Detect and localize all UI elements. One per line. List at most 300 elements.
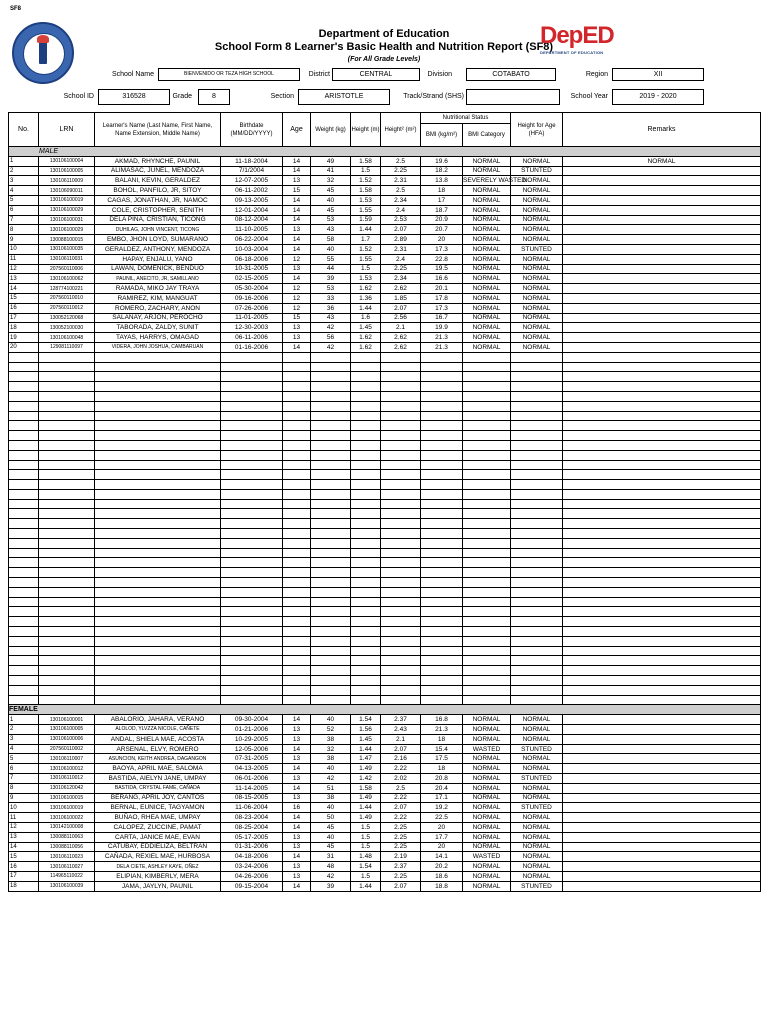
section-field[interactable]: ARISTOTLE <box>298 89 390 105</box>
row-height: 1.55 <box>351 254 381 264</box>
row-height: 1.6 <box>351 313 381 323</box>
row-no: 4 <box>9 744 39 754</box>
row-height: 1.36 <box>351 293 381 303</box>
row-weight: 48 <box>311 862 351 872</box>
row-bmi-category: NORMAL <box>463 205 511 215</box>
header-no: No. <box>9 113 39 147</box>
empty-row <box>9 627 761 637</box>
row-birthdate: 05-30-2004 <box>221 284 283 294</box>
row-no: 13 <box>9 274 39 284</box>
row-name: BUÑAO, RHEA MAE, UMPAY <box>95 813 221 823</box>
row-hfa: NORMAL <box>511 254 563 264</box>
empty-cell <box>421 421 463 431</box>
row-height: 1.58 <box>351 783 381 793</box>
row-weight: 40 <box>311 195 351 205</box>
row-no: 11 <box>9 813 39 823</box>
row-height-squared: 2.31 <box>381 176 421 186</box>
empty-cell <box>563 480 761 490</box>
empty-cell <box>463 587 511 597</box>
empty-cell <box>9 362 39 372</box>
row-age: 13 <box>283 725 311 735</box>
row-bmi-category: NORMAL <box>463 264 511 274</box>
empty-cell <box>511 538 563 548</box>
empty-cell <box>95 411 221 421</box>
empty-cell <box>351 460 381 470</box>
empty-row <box>9 666 761 676</box>
empty-cell <box>311 636 351 646</box>
empty-row <box>9 587 761 597</box>
empty-cell <box>563 627 761 637</box>
row-birthdate: 7/1/2004 <box>221 166 283 176</box>
row-bmi: 20.7 <box>421 225 463 235</box>
header-lrn: LRN <box>39 113 95 147</box>
row-birthdate: 06-22-2004 <box>221 235 283 245</box>
row-bmi-category: NORMAL <box>463 166 511 176</box>
row-age: 13 <box>283 225 311 235</box>
empty-cell <box>351 548 381 558</box>
row-height-squared: 2.25 <box>381 832 421 842</box>
empty-cell <box>563 538 761 548</box>
empty-cell <box>283 382 311 392</box>
row-lrn: 130106100019 <box>39 803 95 813</box>
empty-cell <box>463 401 511 411</box>
row-remarks <box>563 303 761 313</box>
division-field[interactable]: COTABATO <box>466 68 556 81</box>
table-row <box>9 313 761 323</box>
empty-cell <box>463 431 511 441</box>
empty-cell <box>9 627 39 637</box>
empty-cell <box>511 685 563 695</box>
row-age: 14 <box>283 244 311 254</box>
table-row <box>9 852 761 862</box>
row-no: 8 <box>9 225 39 235</box>
row-no: 2 <box>9 725 39 735</box>
track-label: Track/Strand (SHS) <box>403 93 464 100</box>
row-age: 13 <box>283 871 311 881</box>
school-year-field[interactable]: 2019 - 2020 <box>612 89 704 105</box>
row-lrn: 130106100029 <box>39 225 95 235</box>
row-hfa: NORMAL <box>511 764 563 774</box>
empty-cell <box>381 470 421 480</box>
empty-cell <box>9 636 39 646</box>
empty-cell <box>511 587 563 597</box>
header-bmi: BMI (kg/m²) <box>421 124 463 147</box>
row-bmi-category: NORMAL <box>463 813 511 823</box>
empty-cell <box>463 480 511 490</box>
row-no: 15 <box>9 293 39 303</box>
row-weight: 40 <box>311 715 351 725</box>
row-bmi: 18.2 <box>421 166 463 176</box>
empty-cell <box>311 450 351 460</box>
row-remarks <box>563 744 761 754</box>
row-weight: 40 <box>311 803 351 813</box>
row-height-squared: 2.34 <box>381 195 421 205</box>
empty-cell <box>421 597 463 607</box>
empty-cell <box>381 489 421 499</box>
row-hfa: NORMAL <box>511 225 563 235</box>
row-no: 5 <box>9 754 39 764</box>
empty-cell <box>95 548 221 558</box>
row-bmi-category: NORMAL <box>463 215 511 225</box>
row-lrn: 207560110006 <box>39 264 95 274</box>
empty-cell <box>463 470 511 480</box>
empty-cell <box>39 617 95 627</box>
row-bmi-category: NORMAL <box>463 195 511 205</box>
row-height: 1.5 <box>351 842 381 852</box>
row-no: 3 <box>9 176 39 186</box>
row-bmi: 20.8 <box>421 774 463 784</box>
empty-cell <box>351 401 381 411</box>
empty-cell <box>221 489 283 499</box>
empty-cell <box>39 411 95 421</box>
row-weight: 56 <box>311 333 351 343</box>
empty-cell <box>463 529 511 539</box>
row-no: 3 <box>9 734 39 744</box>
empty-cell <box>511 695 563 705</box>
row-weight: 42 <box>311 323 351 333</box>
row-lrn: 128774100221 <box>39 284 95 294</box>
row-bmi-category: NORMAL <box>463 323 511 333</box>
empty-cell <box>511 440 563 450</box>
empty-cell <box>95 391 221 401</box>
row-height: 1.62 <box>351 284 381 294</box>
empty-row <box>9 656 761 666</box>
empty-cell <box>563 509 761 519</box>
empty-row <box>9 685 761 695</box>
empty-cell <box>351 607 381 617</box>
empty-row <box>9 538 761 548</box>
row-weight: 39 <box>311 881 351 891</box>
empty-cell <box>39 440 95 450</box>
empty-cell <box>95 362 221 372</box>
row-age: 14 <box>283 195 311 205</box>
empty-cell <box>39 597 95 607</box>
empty-cell <box>511 558 563 568</box>
empty-cell <box>221 431 283 441</box>
row-height: 1.44 <box>351 803 381 813</box>
form-subtitle: (For All Grade Levels) <box>347 56 421 63</box>
empty-cell <box>283 636 311 646</box>
empty-cell <box>283 646 311 656</box>
row-birthdate: 10-31-2005 <box>221 264 283 274</box>
row-lrn: 130106100031 <box>39 215 95 225</box>
empty-cell <box>311 695 351 705</box>
empty-cell <box>39 489 95 499</box>
row-weight: 32 <box>311 176 351 186</box>
table-row <box>9 225 761 235</box>
empty-cell <box>463 372 511 382</box>
row-age: 15 <box>283 186 311 196</box>
empty-cell <box>421 480 463 490</box>
empty-cell <box>463 489 511 499</box>
row-age: 14 <box>283 156 311 166</box>
female-section-label: FEMALE <box>9 705 761 715</box>
table-row <box>9 176 761 186</box>
row-bmi: 20 <box>421 842 463 852</box>
row-no: 19 <box>9 333 39 343</box>
row-no: 10 <box>9 244 39 254</box>
empty-cell <box>283 391 311 401</box>
row-bmi: 16.8 <box>421 715 463 725</box>
row-birthdate: 08-15-2005 <box>221 793 283 803</box>
empty-cell <box>563 421 761 431</box>
row-age: 14 <box>283 715 311 725</box>
empty-cell <box>39 450 95 460</box>
table-row <box>9 832 761 842</box>
row-name: EMBO, JHON LOYD, SUMARANO <box>95 235 221 245</box>
empty-cell <box>463 519 511 529</box>
row-no: 10 <box>9 803 39 813</box>
empty-cell <box>39 568 95 578</box>
row-no: 16 <box>9 862 39 872</box>
empty-cell <box>311 538 351 548</box>
row-age: 12 <box>283 254 311 264</box>
row-height-squared: 2.07 <box>381 303 421 313</box>
deped-logo: DepED DEPARTMENT OF EDUCATION <box>540 22 614 55</box>
row-bmi-category: NORMAL <box>463 274 511 284</box>
row-bmi: 14.1 <box>421 852 463 862</box>
grade-field[interactable]: 8 <box>198 89 230 105</box>
row-hfa: NORMAL <box>511 822 563 832</box>
row-weight: 33 <box>311 293 351 303</box>
row-birthdate: 12-01-2004 <box>221 205 283 215</box>
empty-cell <box>421 578 463 588</box>
row-birthdate: 08-23-2004 <box>221 813 283 823</box>
empty-cell <box>381 382 421 392</box>
empty-cell <box>311 470 351 480</box>
row-bmi-category: NORMAL <box>463 822 511 832</box>
empty-cell <box>563 597 761 607</box>
empty-cell <box>563 362 761 372</box>
district-label: District <box>308 71 330 78</box>
table-row <box>9 254 761 264</box>
empty-cell <box>511 499 563 509</box>
table-row <box>9 734 761 744</box>
empty-cell <box>351 431 381 441</box>
empty-cell <box>9 460 39 470</box>
header-height: Height (m) <box>351 113 381 147</box>
row-height: 1.55 <box>351 205 381 215</box>
row-no: 17 <box>9 313 39 323</box>
empty-cell <box>9 538 39 548</box>
empty-cell <box>511 656 563 666</box>
empty-cell <box>283 489 311 499</box>
row-height: 1.44 <box>351 744 381 754</box>
empty-cell <box>311 587 351 597</box>
row-birthdate: 11-06-2004 <box>221 803 283 813</box>
empty-cell <box>221 685 283 695</box>
empty-cell <box>381 666 421 676</box>
empty-cell <box>283 656 311 666</box>
empty-cell <box>511 431 563 441</box>
row-height-squared: 2.62 <box>381 333 421 343</box>
table-row <box>9 274 761 284</box>
empty-cell <box>283 470 311 480</box>
row-name: BERNAL, EUNICE, TAGYAMON <box>95 803 221 813</box>
table-row <box>9 881 761 891</box>
empty-cell <box>95 685 221 695</box>
row-hfa: NORMAL <box>511 313 563 323</box>
empty-cell <box>39 578 95 588</box>
empty-cell <box>463 636 511 646</box>
row-height-squared: 2.5 <box>381 783 421 793</box>
empty-cell <box>351 391 381 401</box>
row-hfa: NORMAL <box>511 725 563 735</box>
empty-cell <box>511 529 563 539</box>
empty-row <box>9 695 761 705</box>
empty-cell <box>463 666 511 676</box>
row-remarks <box>563 871 761 881</box>
empty-cell <box>421 489 463 499</box>
empty-cell <box>9 666 39 676</box>
row-height-squared: 2.25 <box>381 264 421 274</box>
row-weight: 43 <box>311 313 351 323</box>
row-hfa: NORMAL <box>511 215 563 225</box>
empty-cell <box>421 529 463 539</box>
row-height-squared: 2.4 <box>381 205 421 215</box>
empty-cell <box>39 460 95 470</box>
empty-cell <box>511 617 563 627</box>
empty-cell <box>421 568 463 578</box>
empty-cell <box>39 431 95 441</box>
empty-cell <box>421 431 463 441</box>
empty-cell <box>421 460 463 470</box>
empty-cell <box>9 440 39 450</box>
row-name: AKMAD, RHYNCHE, PAUNIL <box>95 156 221 166</box>
row-lrn: 130106100022 <box>39 813 95 823</box>
row-weight: 32 <box>311 744 351 754</box>
row-hfa: NORMAL <box>511 793 563 803</box>
empty-cell <box>95 460 221 470</box>
empty-cell <box>39 382 95 392</box>
empty-cell <box>221 607 283 617</box>
empty-cell <box>351 685 381 695</box>
row-height: 1.44 <box>351 225 381 235</box>
empty-cell <box>311 382 351 392</box>
row-birthdate: 11-18-2004 <box>221 156 283 166</box>
empty-cell <box>221 558 283 568</box>
row-birthdate: 01-21-2006 <box>221 725 283 735</box>
row-age: 14 <box>283 764 311 774</box>
track-field[interactable] <box>466 89 560 105</box>
row-lrn: 130106110023 <box>39 852 95 862</box>
row-lrn: 130106100012 <box>39 764 95 774</box>
row-age: 13 <box>283 323 311 333</box>
row-birthdate: 11-01-2005 <box>221 313 283 323</box>
empty-row <box>9 548 761 558</box>
empty-cell <box>381 411 421 421</box>
row-name: ANDAL, SHIELA MAE, ACOSTA <box>95 734 221 744</box>
empty-cell <box>95 597 221 607</box>
row-height-squared: 2.4 <box>381 254 421 264</box>
empty-cell <box>39 529 95 539</box>
empty-row <box>9 480 761 490</box>
empty-cell <box>563 440 761 450</box>
school-id-field[interactable]: 316528 <box>98 89 170 105</box>
school-name-field[interactable]: BIENVENIDO OR TEZA HIGH SCHOOL <box>158 68 300 81</box>
empty-cell <box>511 450 563 460</box>
empty-row <box>9 607 761 617</box>
row-no: 4 <box>9 186 39 196</box>
row-height-squared: 2.25 <box>381 842 421 852</box>
empty-cell <box>563 499 761 509</box>
empty-cell <box>381 695 421 705</box>
empty-cell <box>39 352 95 362</box>
empty-cell <box>39 607 95 617</box>
row-height-squared: 2.22 <box>381 764 421 774</box>
empty-cell <box>283 480 311 490</box>
empty-cell <box>9 450 39 460</box>
empty-cell <box>381 617 421 627</box>
row-weight: 55 <box>311 254 351 264</box>
row-no: 7 <box>9 215 39 225</box>
empty-cell <box>311 362 351 372</box>
empty-cell <box>95 450 221 460</box>
row-name: CAGAS, JONATHAN, JR, NAMOC <box>95 195 221 205</box>
row-hfa: NORMAL <box>511 832 563 842</box>
row-weight: 52 <box>311 725 351 735</box>
empty-cell <box>463 421 511 431</box>
row-name: HAPAY, ENJALU, YANO <box>95 254 221 264</box>
empty-cell <box>39 676 95 686</box>
empty-cell <box>511 509 563 519</box>
empty-cell <box>9 656 39 666</box>
empty-cell <box>311 440 351 450</box>
row-height: 1.52 <box>351 244 381 254</box>
empty-cell <box>421 519 463 529</box>
empty-cell <box>351 558 381 568</box>
row-height: 1.45 <box>351 734 381 744</box>
empty-cell <box>381 587 421 597</box>
row-name: RAMADA, MIKO JAY TRAYA <box>95 284 221 294</box>
empty-cell <box>421 352 463 362</box>
empty-cell <box>95 480 221 490</box>
empty-cell <box>381 607 421 617</box>
empty-cell <box>283 627 311 637</box>
row-age: 14 <box>283 274 311 284</box>
row-remarks <box>563 342 761 352</box>
row-lrn: 130106100005 <box>39 166 95 176</box>
row-name: CATUBAY, EDDIELIZA, BELTRAN <box>95 842 221 852</box>
empty-cell <box>311 558 351 568</box>
row-bmi: 16.6 <box>421 274 463 284</box>
empty-cell <box>95 538 221 548</box>
row-bmi-category: NORMAL <box>463 764 511 774</box>
row-hfa: NORMAL <box>511 754 563 764</box>
empty-cell <box>511 460 563 470</box>
empty-cell <box>311 431 351 441</box>
row-remarks <box>563 793 761 803</box>
region-field[interactable]: XII <box>612 68 704 81</box>
empty-cell <box>421 656 463 666</box>
row-bmi-category: NORMAL <box>463 734 511 744</box>
table-row <box>9 862 761 872</box>
row-remarks <box>563 783 761 793</box>
empty-row <box>9 489 761 499</box>
row-bmi: 15.4 <box>421 744 463 754</box>
row-height: 1.48 <box>351 852 381 862</box>
row-age: 14 <box>283 205 311 215</box>
empty-cell <box>463 685 511 695</box>
row-hfa: STUNTED <box>511 803 563 813</box>
empty-cell <box>9 391 39 401</box>
header-name: Learner's Name (Last Name, First Name, Name Extension, Middle Name) <box>95 113 221 147</box>
row-weight: 45 <box>311 186 351 196</box>
district-field[interactable]: CENTRAL <box>332 68 420 81</box>
empty-cell <box>221 470 283 480</box>
empty-cell <box>563 489 761 499</box>
row-weight: 53 <box>311 215 351 225</box>
